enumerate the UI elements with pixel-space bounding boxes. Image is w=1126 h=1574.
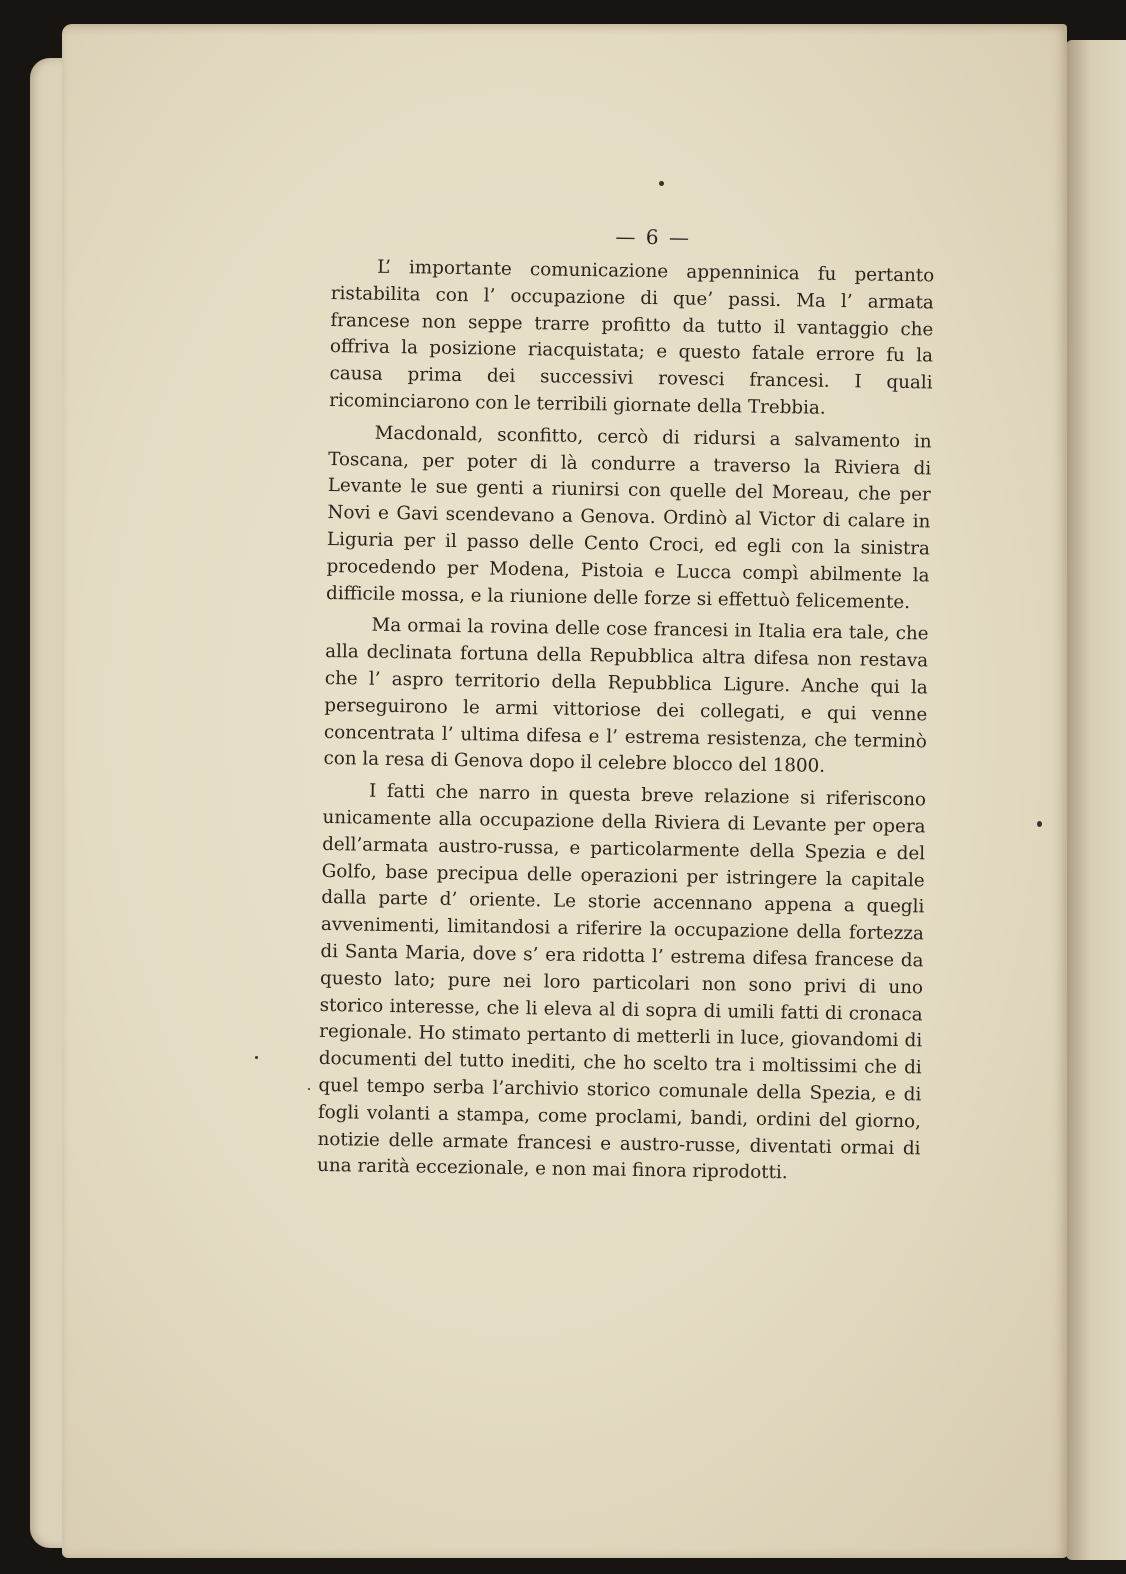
- adjacent-page-edge: [1066, 40, 1126, 1560]
- page-number: — 6 —: [615, 224, 692, 250]
- paragraph-3: Ma ormai la rovina delle cose francesi in Italia era tale, che alla declinata fortuna della Repubblica altra difesa non restava che l’ aspro territorio della Repubblica Ligure. Anche qui la perseguirono le armi vittoriose dei collegati, e qui venne concentrata l’ ultima difesa e l’ estrema resistenza, che terminò con la resa di Genova dopo il celebre blocco del 1800.: [323, 615, 929, 778]
- paragraph-1: L’ importante comunicazione appenninica fu pertanto ristabilita con l’ occupazione di que’ passi. Ma l’ armata francese non seppe trarre profitto da tutto il vantaggio che offriva la posizione riacquistata; e questo fatale errore fu la causa prima dei successivi rovesci francesi. I quali ricominciarono con le terribili giornate della Trebbia.: [329, 256, 935, 419]
- page-text: [317, 220, 935, 1194]
- ink-speck: [1037, 821, 1042, 827]
- ink-speck: [308, 1088, 310, 1090]
- paragraph-2: Macdonald, sconfitto, cercò di ridursi a salvamento in Toscana, per poter di là condurre a traverso la Riviera di Levante le sue genti a riunirsi con quelle del Moreau, che per Novi e Gavi scendevano a Genova. Ordinò al Victor di calare in Liguria per il passo delle Cento Croci, ed egli con la sinistra procedendo per Modena, Pistoia e Lucca compì abilmente la difficile mossa, e la riunione delle forze si effettuò felicemente.: [325, 422, 932, 613]
- paragraph-4: I fatti che narro in questa breve relazione si riferiscono unicamente alla occupazione della Riviera di Levante per opera dell’armata austro-russa, e particolarmente della Spezia e del Golfo, base precipua delle operazioni per istringere la capitale dalla parte d’ oriente. Le storie accennano appena a quegli avvenimenti, limitandosi a riferire la occupazione della fortezza di Santa Maria, dove s’ era ridotta l’ estrema difesa francese da questo lato; pure nei loro particolari non sono privi di uno storico interesse, che li eleva al di sopra di umili fatti di cronaca regionale. Ho stimato pertanto di metterli in luce, giovandomi di documenti del tutto inediti, che ho scelto tra i moltissimi che di quel tempo serba l’archivio storico comunale della Spezia, e di fogli volanti a stampa, come proclami, bandi, ordini del giorno, notizie delle armate francesi e austro-russe, diventati ormai di una rarità eccezionale, e non mai finora riprodotti.: [316, 780, 927, 1184]
- ink-speck: [659, 181, 664, 186]
- ink-speck: [255, 1056, 258, 1059]
